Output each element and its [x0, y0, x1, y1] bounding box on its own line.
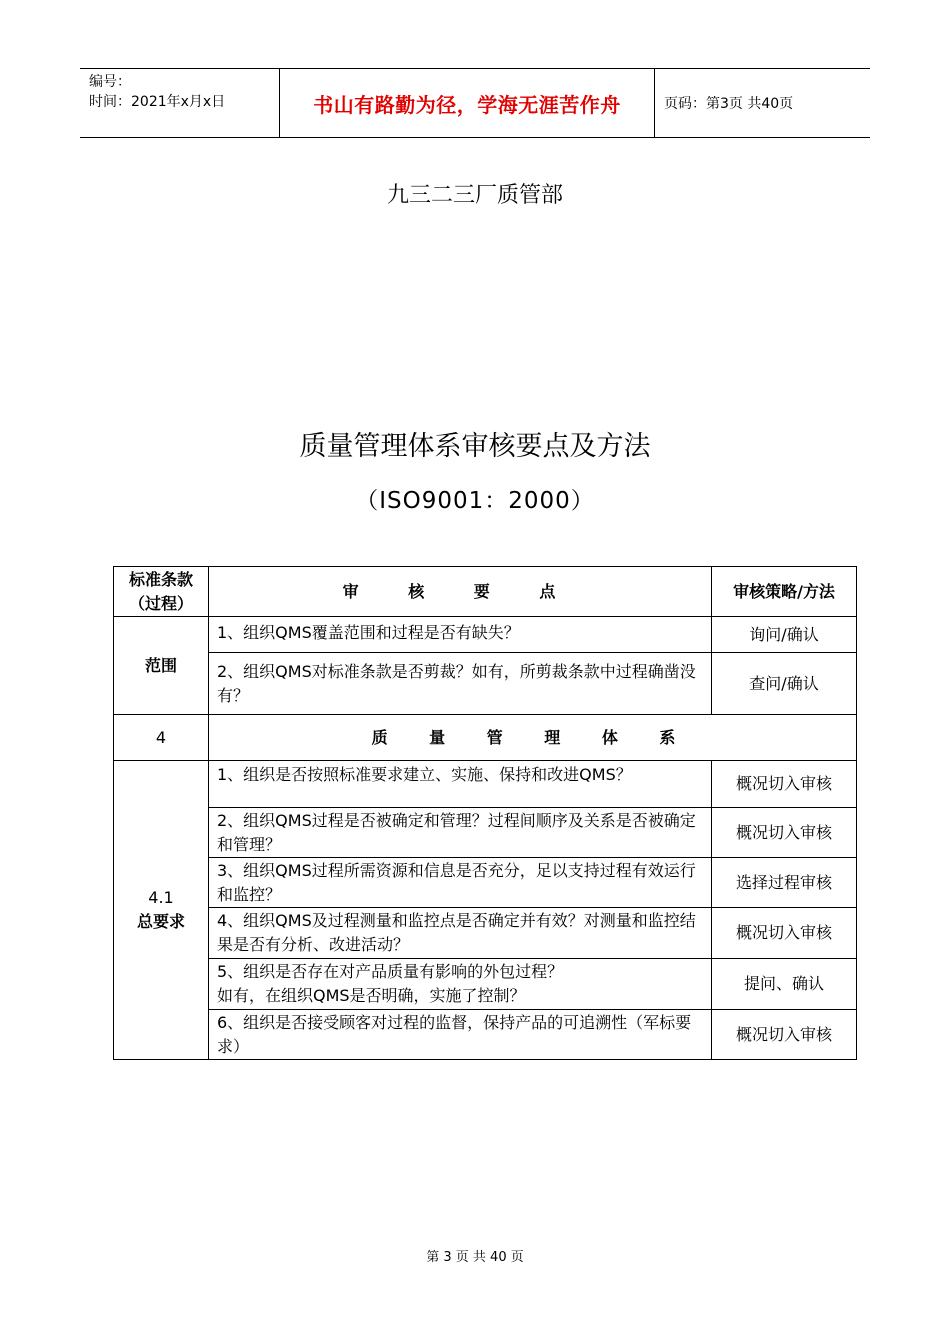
page-footer: 第 3 页 共 40 页 — [426, 1250, 524, 1265]
audit-method: 查问/确认 — [712, 653, 857, 715]
header-date: 时间：2021年x月x日 — [89, 94, 226, 110]
document-title: 质量管理体系审核要点及方法 — [299, 431, 651, 462]
header-points: 审 核 要 点 — [209, 567, 712, 617]
audit-method: 概况切入审核 — [712, 1010, 857, 1060]
audit-point: 5、组织是否存在对产品质量有影响的外包过程？ 如有，在组织QMS是否明确，实施了控制？ — [209, 959, 712, 1010]
general-label — [114, 761, 209, 1060]
audit-method: 询问/确认 — [712, 617, 857, 653]
header-motto: 书山有路勤为径，学海无涯苦作舟 — [280, 69, 655, 137]
table-row — [114, 808, 857, 858]
audit-point: 4、组织QMS及过程测量和监控点是否确定并有效？对测量和监控结果是否有分析、改进活动？ — [209, 908, 712, 959]
audit-point: 1、组织QMS覆盖范围和过程是否有缺失？ — [209, 617, 712, 653]
audit-method: 提问、确认 — [712, 959, 857, 1010]
audit-point: 2、组织QMS过程是否被确定和管理？过程间顺序及关系是否被确定和管理？ — [209, 808, 712, 858]
audit-table — [113, 566, 857, 1060]
audit-method: 选择过程审核 — [712, 858, 857, 908]
header-info — [80, 69, 280, 137]
audit-method: 概况切入审核 — [712, 808, 857, 858]
table-row — [114, 959, 857, 1010]
audit-point: 1、组织是否按照标准要求建立、实施、保持和改进QMS？ — [209, 761, 712, 808]
scope-label: 范围 — [114, 617, 209, 715]
general-label-text: 总要求 — [136, 912, 185, 931]
document-subtitle: （ISO9001：2000） — [355, 488, 595, 514]
audit-point: 2、组织QMS对标准条款是否剪裁？如有，所剪裁条款中过程确凿没有？ — [209, 653, 712, 715]
section-row — [114, 715, 857, 761]
table-row — [114, 653, 857, 715]
header-clause: 标准条款（过程） — [114, 567, 209, 617]
table-row — [114, 617, 857, 653]
header-method: 审核策略/方法 — [712, 567, 857, 617]
audit-method: 概况切入审核 — [712, 761, 857, 808]
page-header — [80, 68, 870, 138]
table-row — [114, 908, 857, 959]
table-row — [114, 1010, 857, 1060]
table-row — [114, 858, 857, 908]
audit-point: 6、组织是否接受顾客对过程的监督，保持产品的可追溯性（军标要求） — [209, 1010, 712, 1060]
header-page-info: 页码：第3页 共40页 — [664, 96, 794, 112]
audit-method: 概况切入审核 — [712, 908, 857, 959]
table-header-row — [114, 567, 857, 617]
general-label-number: 4.1 — [148, 888, 174, 907]
header-number: 编号： — [89, 74, 131, 90]
section-title: 质 量 管 理 体 系 — [209, 715, 857, 761]
audit-point: 3、组织QMS过程所需资源和信息是否充分，足以支持过程有效运行和监控？ — [209, 858, 712, 908]
section-number: 4 — [114, 715, 209, 761]
table-row — [114, 761, 857, 808]
department-name: 九三二三厂质管部 — [386, 183, 563, 208]
